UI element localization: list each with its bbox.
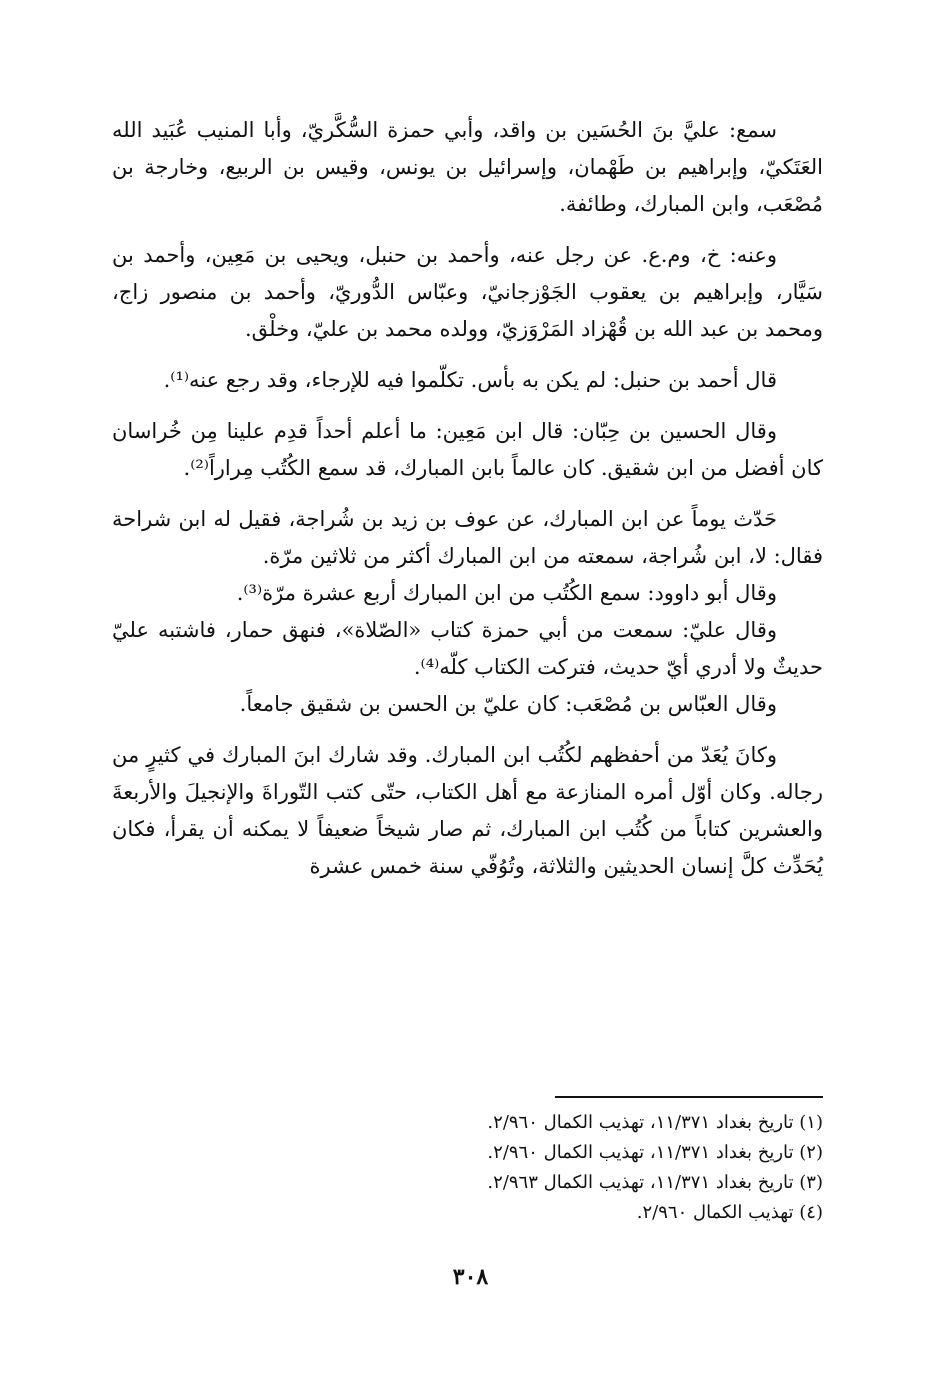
- paragraph-ibn-hibban-quote: وقال الحسين بن حِبّان: قال ابن مَعِين: ما أعلم أحداً قدِم علينا مِن خُراسان كان أفضل من ابن شقيق. كان عالماً بابن المبارك، قد سمع الكُتُب مِراراً⁽²⁾.: [112, 419, 823, 480]
- footnote-2: (٢) تاريخ بغداد ١١/٣٧١، تهذيب الكمال ٢/٩٦٠.: [487, 1142, 823, 1163]
- footnote-3: (٣) تاريخ بغداد ١١/٣٧١، تهذيب الكمال ٢/٩٦٣.: [487, 1172, 823, 1193]
- footnote-1: (١) تاريخ بغداد ١١/٣٧١، تهذيب الكمال ٢/٩٦٠.: [487, 1112, 823, 1133]
- main-text: [112, 112, 823, 885]
- paragraph-abu-dawud: وقال أبو داوود: سمع الكُتُب من ابن المبارك أربع عشرة مرّة⁽³⁾.: [236, 581, 777, 605]
- page-number: ٣٠٨: [452, 1264, 489, 1290]
- paragraph-ahmad-quote: قال أحمد بن حنبل: لم يكن به بأس. تكلّموا فيه للإرجاء، وقد رجع عنه⁽¹⁾.: [163, 368, 777, 392]
- footnotes: [112, 1108, 823, 1228]
- paragraph-ali-quote: وقال عليّ: سمعت من أبي حمزة كتاب «الصّلاة»، فنهق حمار، فاشتبه عليّ حديثٌ ولا أدري أيّ حديث، فتركت الكتاب كلّه⁽⁴⁾.: [112, 618, 823, 679]
- footnote-divider: [555, 1096, 823, 1098]
- paragraph-teachers: سمع: عليَّ بنَ الحُسَين بن واقد، وأبي حمزة السُّكَّريّ، وأبا المنيب عُبَيد الله العَتَكيّ، وإبراهيم بن طَهْمان، وإسرائيل بن يونس، وقيس بن الربيع، وخارجة بن مُصْعَب، وابن المبارك، وطائفة.: [112, 118, 823, 216]
- paragraph-students: وعنه: خ، وم.ع. عن رجل عنه، وأحمد بن حنبل، ويحيى بن مَعِين، وأحمد بن سَيَّار، وإبراهيم بن يعقوب الجَوْزجانيّ، وعبّاس الدُّوريّ، وأحمد بن منصور زاج، ومحمد بن عبد الله بن قُهْزاد المَرْوَزيّ، وولده محمد بن عليّ، وخلْق.: [112, 243, 823, 341]
- paragraph-biography: وكانَ يُعَدّ من أحفظهم لكُتُب ابن المبارك. وقد شارك ابنَ المبارك في كثيرٍ من رجاله. وكان أوّل أمره المنازعة مع أهل الكتاب، حتّى كتب التّوراةَ والإنجيلَ والأربعةَ والعشرين كتاباً من كُتُب ابن المبارك، ثم صار شيخاً ضعيفاً لا يمكنه أن يقرأ، فكان يُحَدِّث كلَّ إنسان الحديثين والثلاثة، وتُوُفّي سنة خمس عشرة: [112, 743, 823, 878]
- footnote-4: (٤) تهذيب الكمال ٢/٩٦٠.: [636, 1202, 823, 1223]
- paragraph-narration: حَدّث يوماً عن ابن المبارك، عن عوف بن زيد بن شُراجة، فقيل له ابن شراحة فقال: لا، ابن شُراجة، سمعته من ابن المبارك أكثر من ثلاثين مرّة.: [112, 507, 823, 568]
- paragraph-abbas-quote: وقال العبّاس بن مُصْعَب: كان عليّ بن الحسن بن شقيق جامعاً.: [239, 692, 777, 716]
